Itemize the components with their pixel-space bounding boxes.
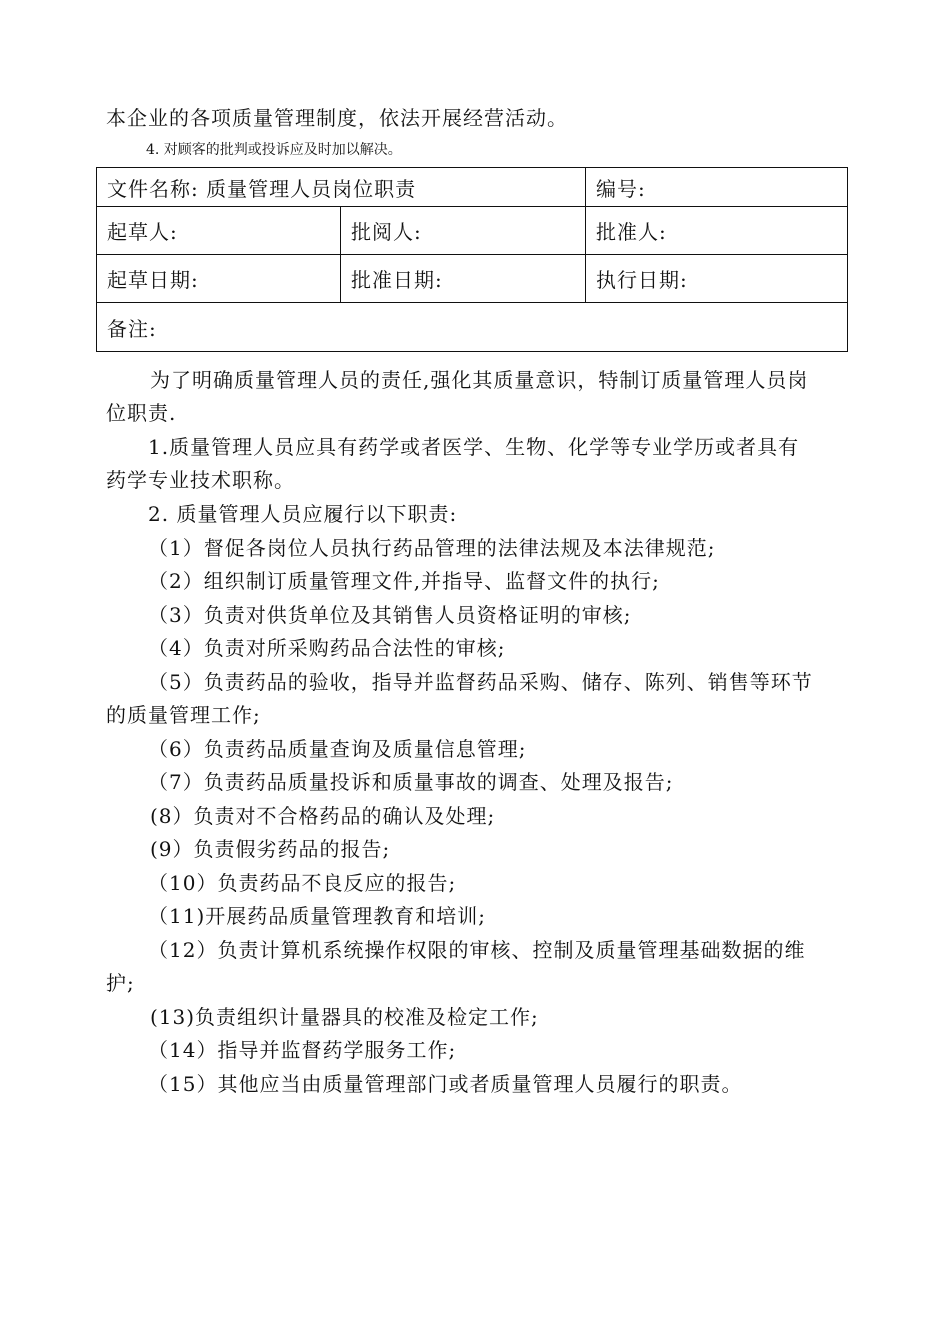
document-control-table bbox=[96, 167, 848, 352]
para-1-line-2: 药学专业技术职称。 bbox=[106, 468, 295, 492]
approve-date-cell: 批准日期: bbox=[341, 255, 586, 303]
duty-7: （7）负责药品质量投诉和质量事故的调查、处理及报告; bbox=[148, 770, 674, 794]
reviewer-cell: 批阅人: bbox=[341, 207, 586, 255]
exec-date-cell: 执行日期: bbox=[586, 255, 848, 303]
duty-9: (9）负责假劣药品的报告; bbox=[150, 837, 391, 861]
file-name-cell: 文件名称: 质量管理人员岗位职责 bbox=[97, 168, 586, 207]
duty-5-line-1: （5）负责药品的验收，指导并监督药品采购、储存、陈列、销售等环节 bbox=[148, 670, 813, 694]
duty-2: （2）组织制订质量管理文件,并指导、监督文件的执行; bbox=[148, 569, 660, 593]
remarks-cell bbox=[97, 303, 848, 352]
remarks-label: 备注: bbox=[107, 316, 157, 341]
number-cell: 编号: bbox=[586, 168, 848, 207]
duty-8: (8）负责对不合格药品的确认及处理; bbox=[150, 804, 496, 828]
para-2: 2. 质量管理人员应履行以下职责: bbox=[148, 502, 458, 526]
para-1-line-1: 1.质量管理人员应具有药学或者医学、生物、化学等专业学历或者具有 bbox=[148, 435, 800, 459]
approver-cell: 批准人: bbox=[586, 207, 848, 255]
purpose-line-1: 为了明确质量管理人员的责任,强化其质量意识，特制订质量管理人员岗 bbox=[150, 368, 809, 392]
duty-14: （14）指导并监督药学服务工作; bbox=[148, 1038, 457, 1062]
draft-date-cell: 起草日期: bbox=[97, 255, 341, 303]
duty-15: （15）其他应当由质量管理部门或者质量管理人员履行的职责。 bbox=[148, 1072, 743, 1096]
intro-item-4: 4. 对顾客的批判或投诉应及时加以解决。 bbox=[146, 142, 402, 158]
intro-line: 本企业的各项质量管理制度，依法开展经营活动。 bbox=[106, 106, 568, 130]
duty-11: （11)开展药品质量管理教育和培训; bbox=[148, 904, 486, 928]
duty-3: （3）负责对供货单位及其销售人员资格证明的审核; bbox=[148, 603, 632, 627]
duty-6: （6）负责药品质量查询及质量信息管理; bbox=[148, 737, 527, 761]
duty-4: （4）负责对所采购药品合法性的审核; bbox=[148, 636, 506, 660]
duty-10: （10）负责药品不良反应的报告; bbox=[148, 871, 457, 895]
duty-12-line-2: 护; bbox=[106, 971, 135, 995]
duty-1: （1）督促各岗位人员执行药品管理的法律法规及本法律规范; bbox=[148, 536, 716, 560]
duty-13: (13)负责组织计量器具的校准及检定工作; bbox=[150, 1005, 539, 1029]
duty-5-line-2: 的质量管理工作; bbox=[106, 703, 261, 727]
duty-12-line-1: （12）负责计算机系统操作权限的审核、控制及质量管理基础数据的维 bbox=[148, 938, 806, 962]
purpose-line-2: 位职责. bbox=[106, 401, 177, 425]
drafter-cell: 起草人: bbox=[97, 207, 341, 255]
